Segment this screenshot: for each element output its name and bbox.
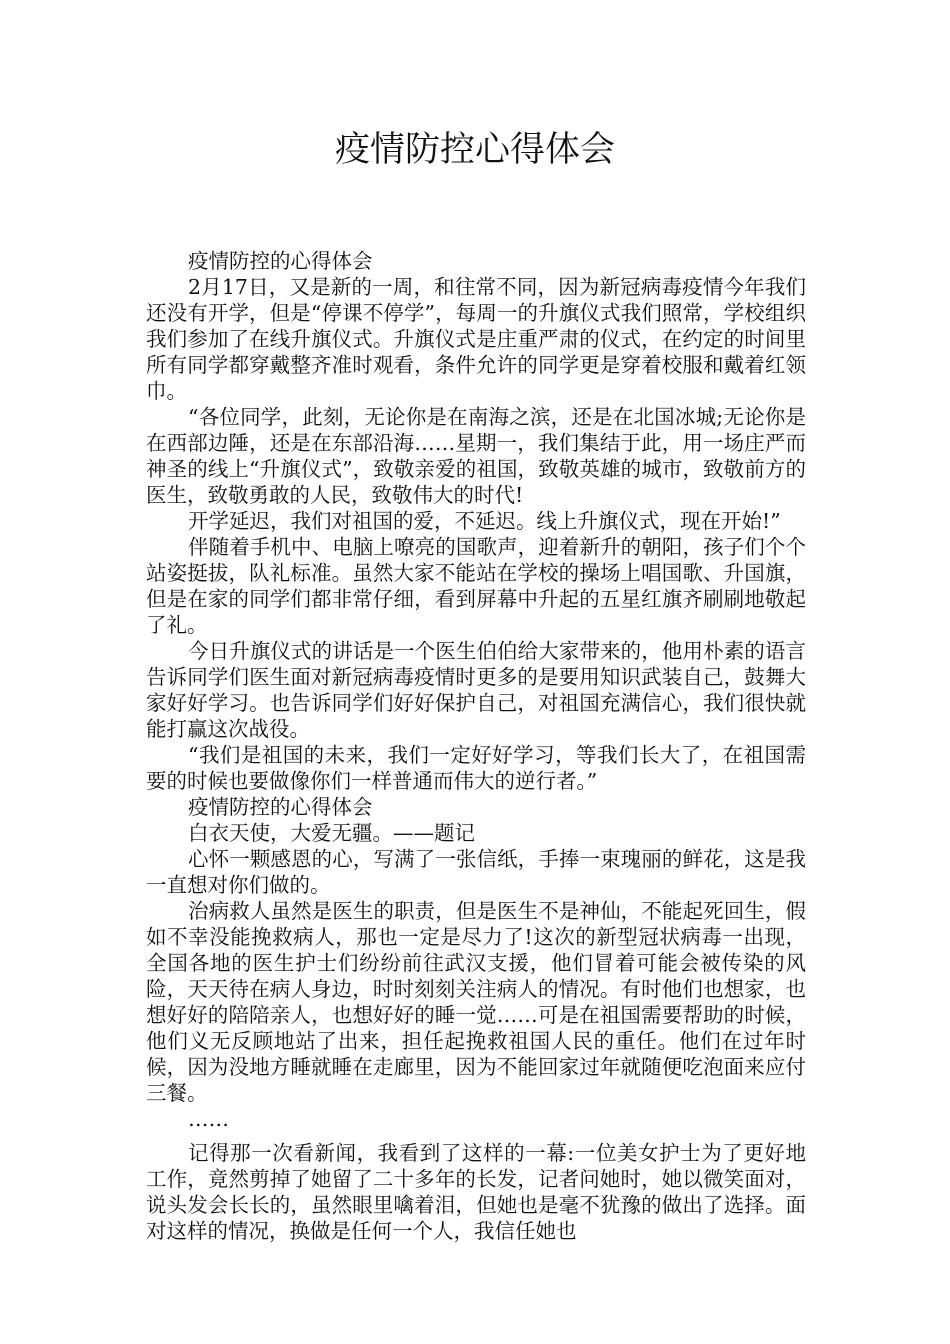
body-paragraph: 记得那一次看新闻，我看到了这样的一幕:一位美女护士为了更好地工作，竟然剪掉了她留了二十多年的长发，记者问她时，她以微笑面对，说头发会长长的，虽然眼里噙着泪，但她也是毫不犹豫的做出了选择。面对这样的情况，换做是任何一个人，我信任她也 (146, 1141, 806, 1243)
epigraph: 白衣天使，大爱无疆。——题记 (188, 821, 476, 845)
ellipsis-line: …… (188, 1107, 230, 1131)
document-body (146, 248, 806, 1244)
body-paragraph: 疫情防控的心得体会 (188, 249, 373, 273)
body-paragraph: “各位同学，此刻，无论你是在南海之滨，还是在北国冰城;无论你是在西部边陲，还是在东部沿海……星期一，我们集结于此，用一场庄严而神圣的线上“升旗仪式”，致敬亲爱的祖国，致敬英雄的城市，致敬前方的医生，致敬勇敢的人民，致敬伟大的时代! (146, 405, 806, 507)
body-paragraph: 2月17日，又是新的一周，和往常不同，因为新冠病毒疫情今年我们还没有开学，但是“停课不停学”，每周一的升旗仪式我们照常，学校组织我们参加了在线升旗仪式。升旗仪式是庄重严肃的仪式，在约定的时间里所有同学都穿戴整齐准时观看，条件允许的同学更是穿着校服和戴着红领巾。 (146, 275, 806, 403)
document-title: 疫情防控心得体会 (334, 130, 615, 170)
body-paragraph: 心怀一颗感恩的心，写满了一张信纸，手捧一束瑰丽的鲜花，这是我一直想对你们做的。 (146, 847, 806, 897)
section-heading: 疫情防控的心得体会 (188, 795, 373, 819)
body-paragraph: 开学延迟，我们对祖国的爱，不延迟。线上升旗仪式，现在开始!” (188, 509, 781, 533)
body-paragraph: “我们是祖国的未来，我们一定好好学习，等我们长大了，在祖国需要的时候也要做像你们一样普通而伟大的逆行者。” (146, 743, 806, 793)
body-paragraph: 伴随着手机中、电脑上嘹亮的国歌声，迎着新升的朝阳，孩子们个个站姿挺拔，队礼标准。虽然大家不能站在学校的操场上唱国歌、升国旗，但是在家的同学们都非常仔细，看到屏幕中升起的五星红旗齐刷刷地敬起了礼。 (146, 535, 806, 637)
body-paragraph: 治病救人虽然是医生的职责，但是医生不是神仙，不能起死回生，假如不幸没能挽救病人，那也一定是尽力了!这次的新型冠状病毒一出现，全国各地的医生护士们纷纷前往武汉支援，他们冒着可能会被传染的风险，天天待在病人身边，时时刻刻关注病人的情况。有时他们也想家，也想好好的陪陪亲人，也想好好的睡一觉……可是在祖国需要帮助的时候，他们义无反顾地站了出来，担任起挽救祖国人民的重任。他们在过年时候，因为没地方睡就睡在走廊里，因为不能回家过年就随便吃泡面来应付三餐。 (146, 899, 806, 1105)
body-paragraph: 今日升旗仪式的讲话是一个医生伯伯给大家带来的，他用朴素的语言告诉同学们医生面对新冠病毒疫情时更多的是要用知识武装自己，鼓舞大家好好学习。也告诉同学们好好保护自己，对祖国充满信心，我们很快就能打赢这次战役。 (146, 639, 806, 741)
